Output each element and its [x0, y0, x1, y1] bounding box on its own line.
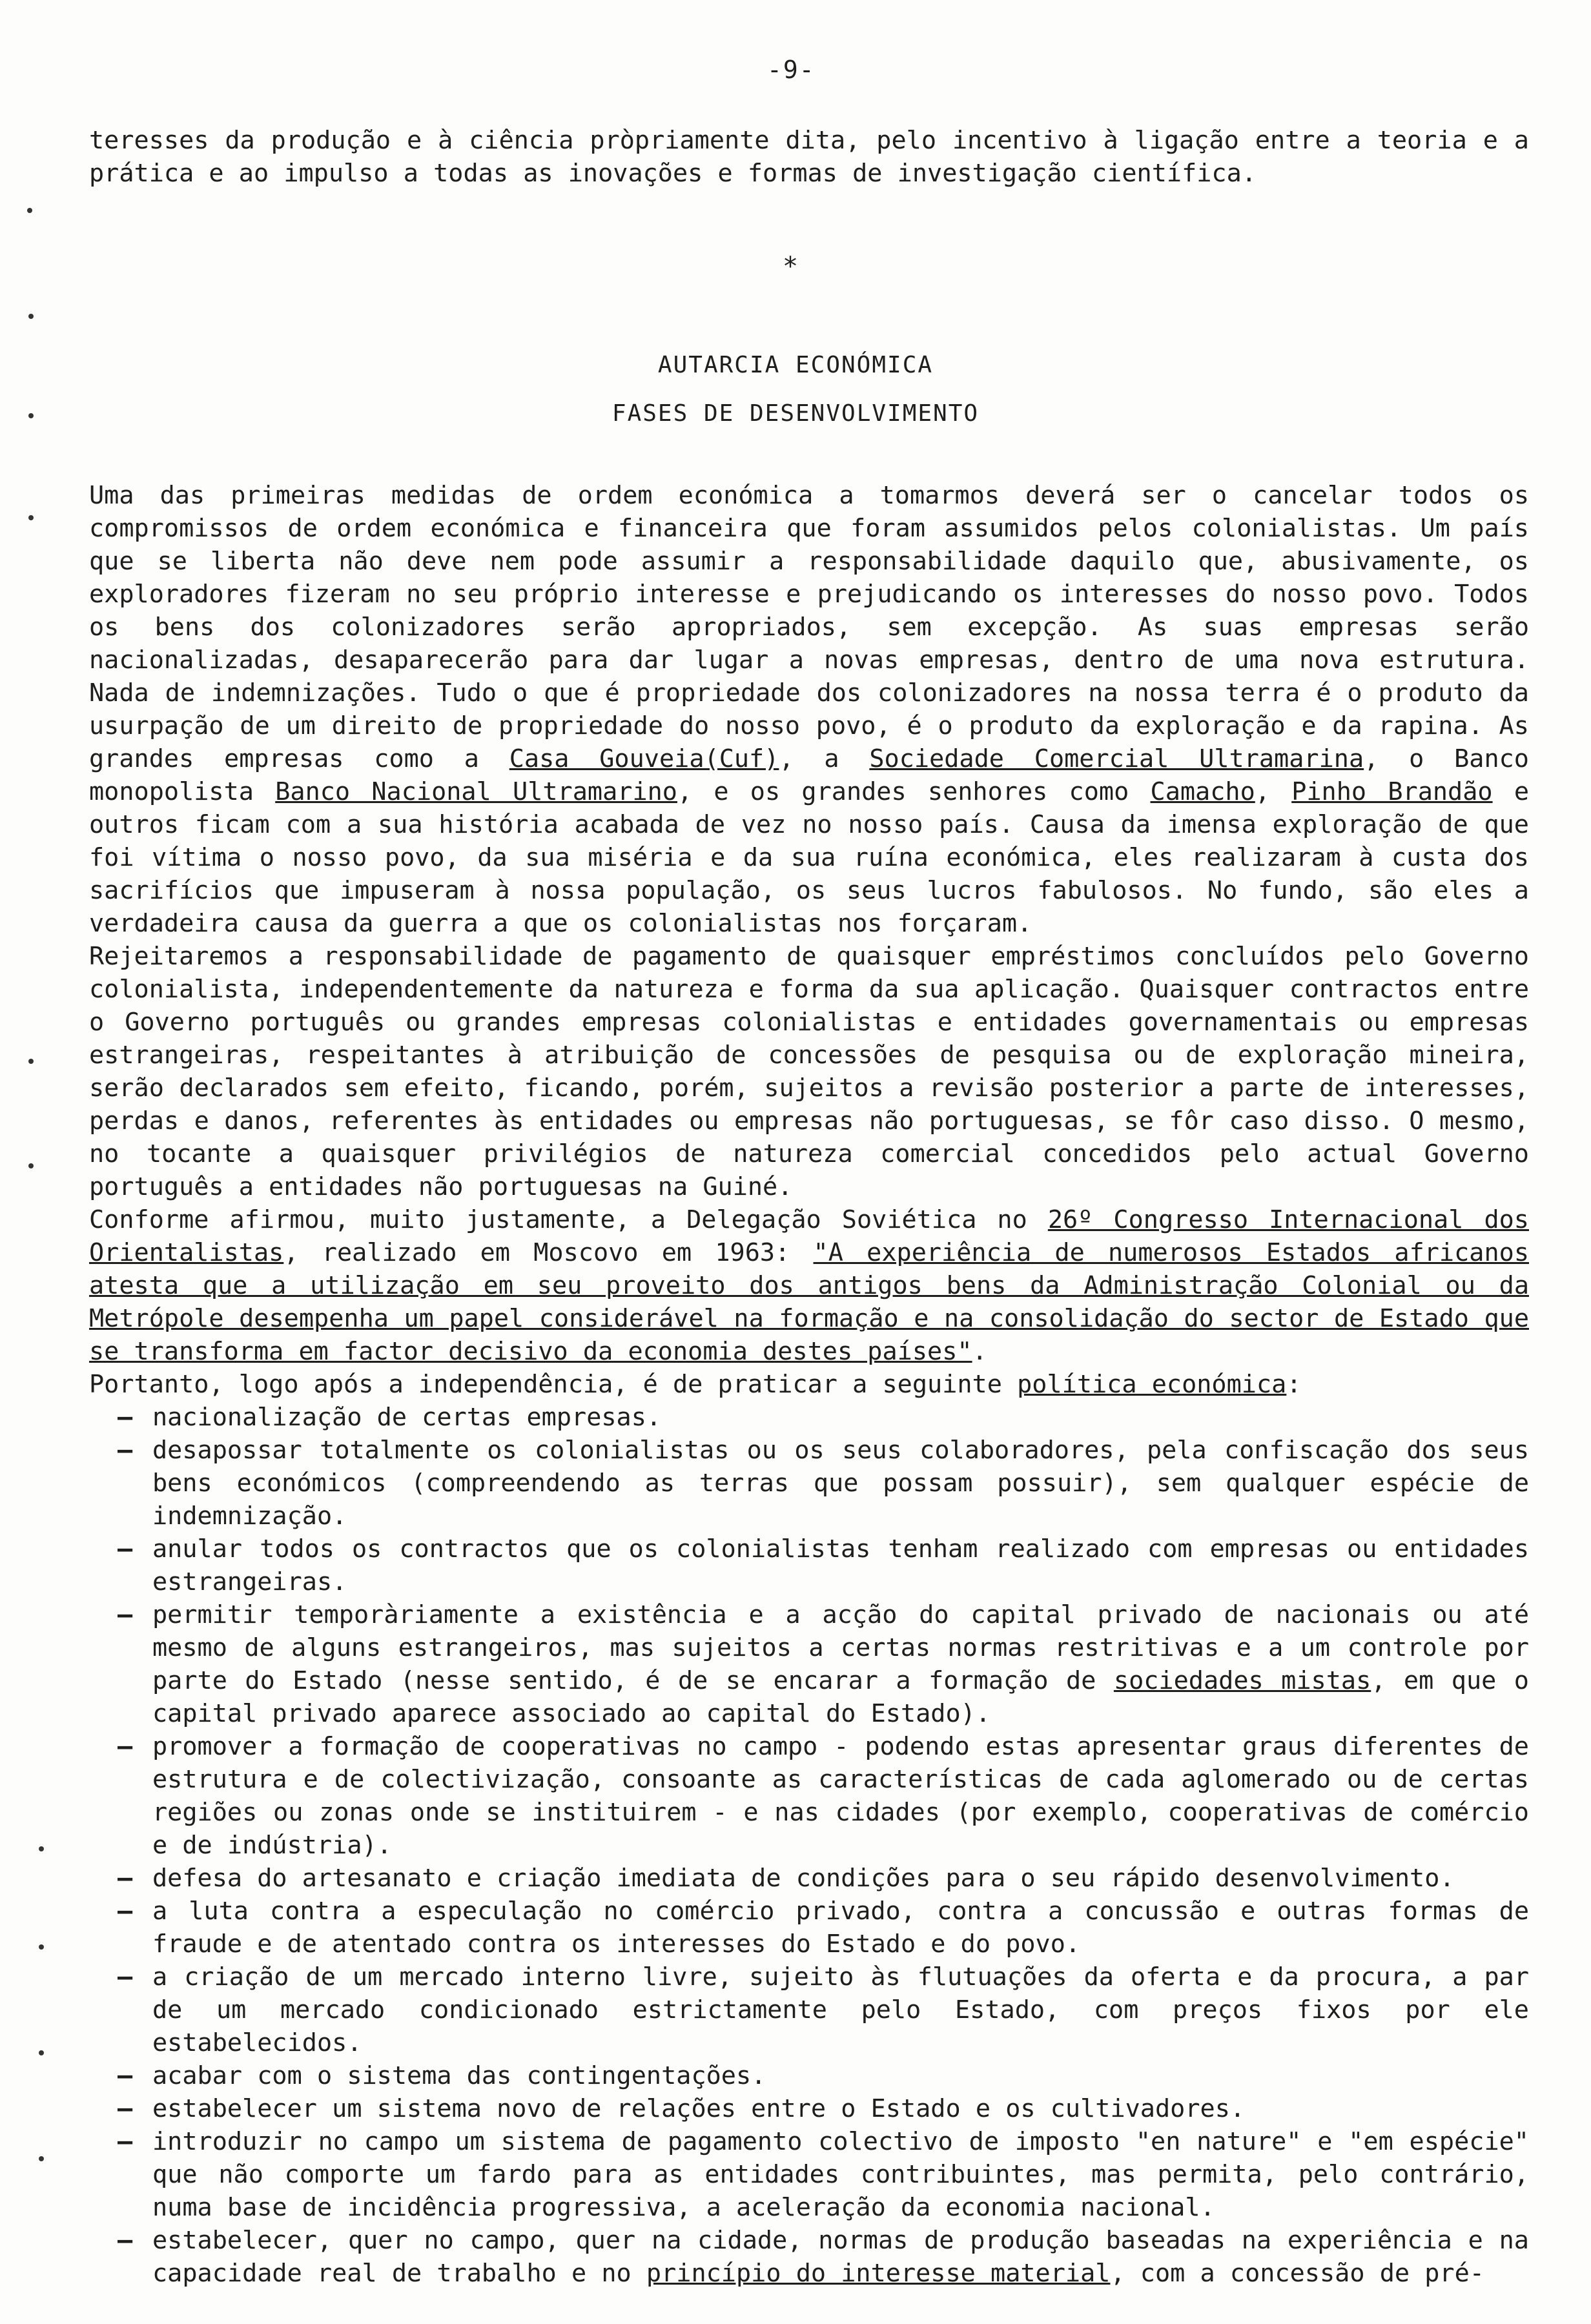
underlined-term: sociedades mistas: [1113, 1666, 1371, 1695]
paragraph-3: [89, 1203, 1529, 1368]
policy-item: – promover a formação de cooperativas no campo - podendo estas apresentar graus diferentes de estrutura e de colectivização, consoante as características de cada aglomerado ou de certas regiões ou zonas onde se instituirem - e nas cidades (por exemplo, cooperativas de comércio e de indústria).: [152, 1730, 1529, 1862]
policy-item: – estabelecer um sistema novo de relações entre o Estado e os cultivadores.: [152, 2092, 1529, 2125]
text-run: , em que o capital privado aparece associado ao capital do Estado).: [152, 1666, 1529, 1728]
text-run: estabelecer, quer no campo, quer na cidade, normas de produção baseadas na experiência e na capacidade real de trabalho e no: [152, 2226, 1529, 2288]
margin-mark: [39, 2156, 44, 2161]
section-title: AUTARCIA ECONÓMICA: [657, 352, 934, 378]
underlined-congress: 26º Congresso Internacional dos Orientalistas: [89, 1205, 1529, 1267]
page-number: -9-: [767, 56, 816, 84]
policy-item: – desapossar totalmente os colonialistas ou os seus colaboradores, pela confiscação dos seus bens económicos (compreendendo as terras que possam possuir), sem qualquer espécie de indemnização.: [152, 1434, 1529, 1533]
policy-list: [89, 1401, 1529, 2290]
policy-item: [152, 2224, 1529, 2290]
underlined-name: Pinho Brandão: [1291, 777, 1493, 806]
text-run: , e os grandes senhores como: [677, 777, 1151, 806]
underlined-name: Camacho: [1150, 777, 1255, 806]
policy-item: – introduzir no campo um sistema de pagamento colectivo de imposto "en nature" e "em espécie" que não comporte um fardo para as entidades contribuintes, mas permita, pelo contrário, numa base de incidência progressiva, a aceleração da economia nacional.: [152, 2125, 1529, 2224]
paragraph-4: [89, 1368, 1529, 1401]
underlined-company: Casa Gouveia(Cuf): [509, 744, 779, 773]
paragraph-1: [89, 479, 1529, 940]
text-run: permitir temporàriamente a existência e a acção do capital privado de nacionais ou até mesmo de alguns estrangeiros, mas sujeitos a certas normas restritivas e a um controle por parte do Estado (nesse sentido, é de se encarar a formação de: [152, 1600, 1529, 1695]
margin-mark: [28, 1163, 34, 1168]
policy-item: – anular todos os contractos que os colonialistas tenham realizado com empresas ou entidades estrangeiras.: [152, 1533, 1529, 1598]
margin-mark: [28, 515, 34, 520]
text-run: , realizado em Moscovo em 1963:: [283, 1238, 814, 1267]
section-subtitle: FASES DE DESENVOLVIMENTO: [611, 400, 980, 427]
text-run: :: [1286, 1370, 1302, 1399]
margin-mark: [27, 208, 32, 213]
body-text: [89, 479, 1529, 2290]
text-run: Portanto, logo após a independência, é de praticar a seguinte: [89, 1370, 1018, 1399]
text-run: e outros ficam com a sua história acabada de vez no nosso país. Causa da imensa exploração de que foi vítima o nosso povo, da sua miséria e da sua ruína económica, eles realizaram à custa dos sacrifícios que impuseram à nossa população, os seus lucros fabulosos. No fundo, são eles a verdadeira causa da guerra a que os colonialistas nos forçaram.: [89, 777, 1530, 938]
margin-mark: [28, 1059, 34, 1064]
text-run: , com a concessão de pré-: [1110, 2259, 1484, 2288]
policy-item: [152, 1598, 1529, 1730]
margin-mark: [39, 2050, 44, 2055]
underlined-term: princípio do interesse material: [646, 2259, 1111, 2288]
margin-mark: [28, 314, 34, 319]
underlined-quote: "A experiência de numerosos Estados africanos atesta que a utilização em seu proveito dos antigos bens da Administração Colonial ou da Metrópole desempenha um papel considerável na formação e na consolidação do sector de Estado que se transforma em factor decisivo da economia destes países": [89, 1238, 1529, 1366]
policy-item: – defesa do artesanato e criação imediata de condições para o seu rápido desenvolvimento.: [152, 1862, 1529, 1895]
text-run: Conforme afirmou, muito justamente, a Delegação Soviética no: [89, 1205, 1048, 1234]
text-run: .: [972, 1337, 987, 1366]
underlined-term: política económica: [1017, 1370, 1287, 1399]
policy-item: – nacionalização de certas empresas.: [152, 1401, 1529, 1434]
intro-paragraph: [89, 124, 1529, 190]
policy-item: – a criação de um mercado interno livre, sujeito às flutuações da oferta e da procura, a par de um mercado condicionado estrictamente pelo Estado, com preços fixos por ele estabelecidos.: [152, 1961, 1529, 2059]
text-run: , o Banco monopolista: [89, 744, 1529, 806]
underlined-company: Sociedade Comercial Ultramarina: [869, 744, 1364, 773]
text-run: ,: [1255, 777, 1292, 806]
policy-item: – a luta contra a especulação no comércio privado, contra a concussão e outras formas de fraude e de atentado contra os interesses do Estado e do povo.: [152, 1895, 1529, 1961]
intro-text: teresses da produção e à ciência pròpriamente dita, pelo incentivo à ligação entre a teoria e a prática e ao impulso a todas as inovações e formas de investigação científica.: [89, 126, 1529, 188]
text-run: Uma das primeiras medidas de ordem económica a tomarmos deverá ser o cancelar todos os compromissos de ordem económica e financeira que foram assumidos pelos colonialistas. Um país que se liberta não deve nem pode assumir a responsabilidade daquilo que, abusivamente, os exploradores fizeram no seu próprio interesse e prejudicando os interesses do nosso povo. Todos os bens dos colonizadores serão apropriados, sem excepção. As suas empresas serão nacionalizadas, desaparecerão para dar lugar a novas empresas, dentro de uma nova estrutura. Nada de indemnizações. Tudo o que é propriedade dos colonizadores na nossa terra é o produto da usurpação de um direito de propriedade do nosso povo, é o produto da exploração e da rapina. As grandes empresas como a: [89, 481, 1529, 773]
policy-item: – acabar com o sistema das contingentações.: [152, 2059, 1529, 2092]
margin-mark: [39, 1944, 44, 1950]
text-run: , a: [779, 744, 870, 773]
section-separator: *: [783, 252, 799, 281]
underlined-company: Banco Nacional Ultramarino: [275, 777, 677, 806]
margin-mark: [39, 1846, 44, 1851]
paragraph-2: Rejeitaremos a responsabilidade de pagamento de quaisquer empréstimos concluídos pelo Governo colonialista, independentemente da natureza e forma da sua aplicação. Quaisquer contractos entre o Governo português ou grandes empresas colonialistas e entidades governamentais ou empresas estrangeiras, respeitantes à atribuição de concessões de pesquisa ou de exploração mineira, serão declarados sem efeito, ficando, porém, sujeitos a revisão posterior a parte de interesses, perdas e danos, referentes às entidades ou empresas não portuguesas, se fôr caso disso. O mesmo, no tocante a quaisquer privilégios de natureza comercial concedidos pelo actual Governo português a entidades não portuguesas na Guiné.: [89, 942, 1529, 1201]
